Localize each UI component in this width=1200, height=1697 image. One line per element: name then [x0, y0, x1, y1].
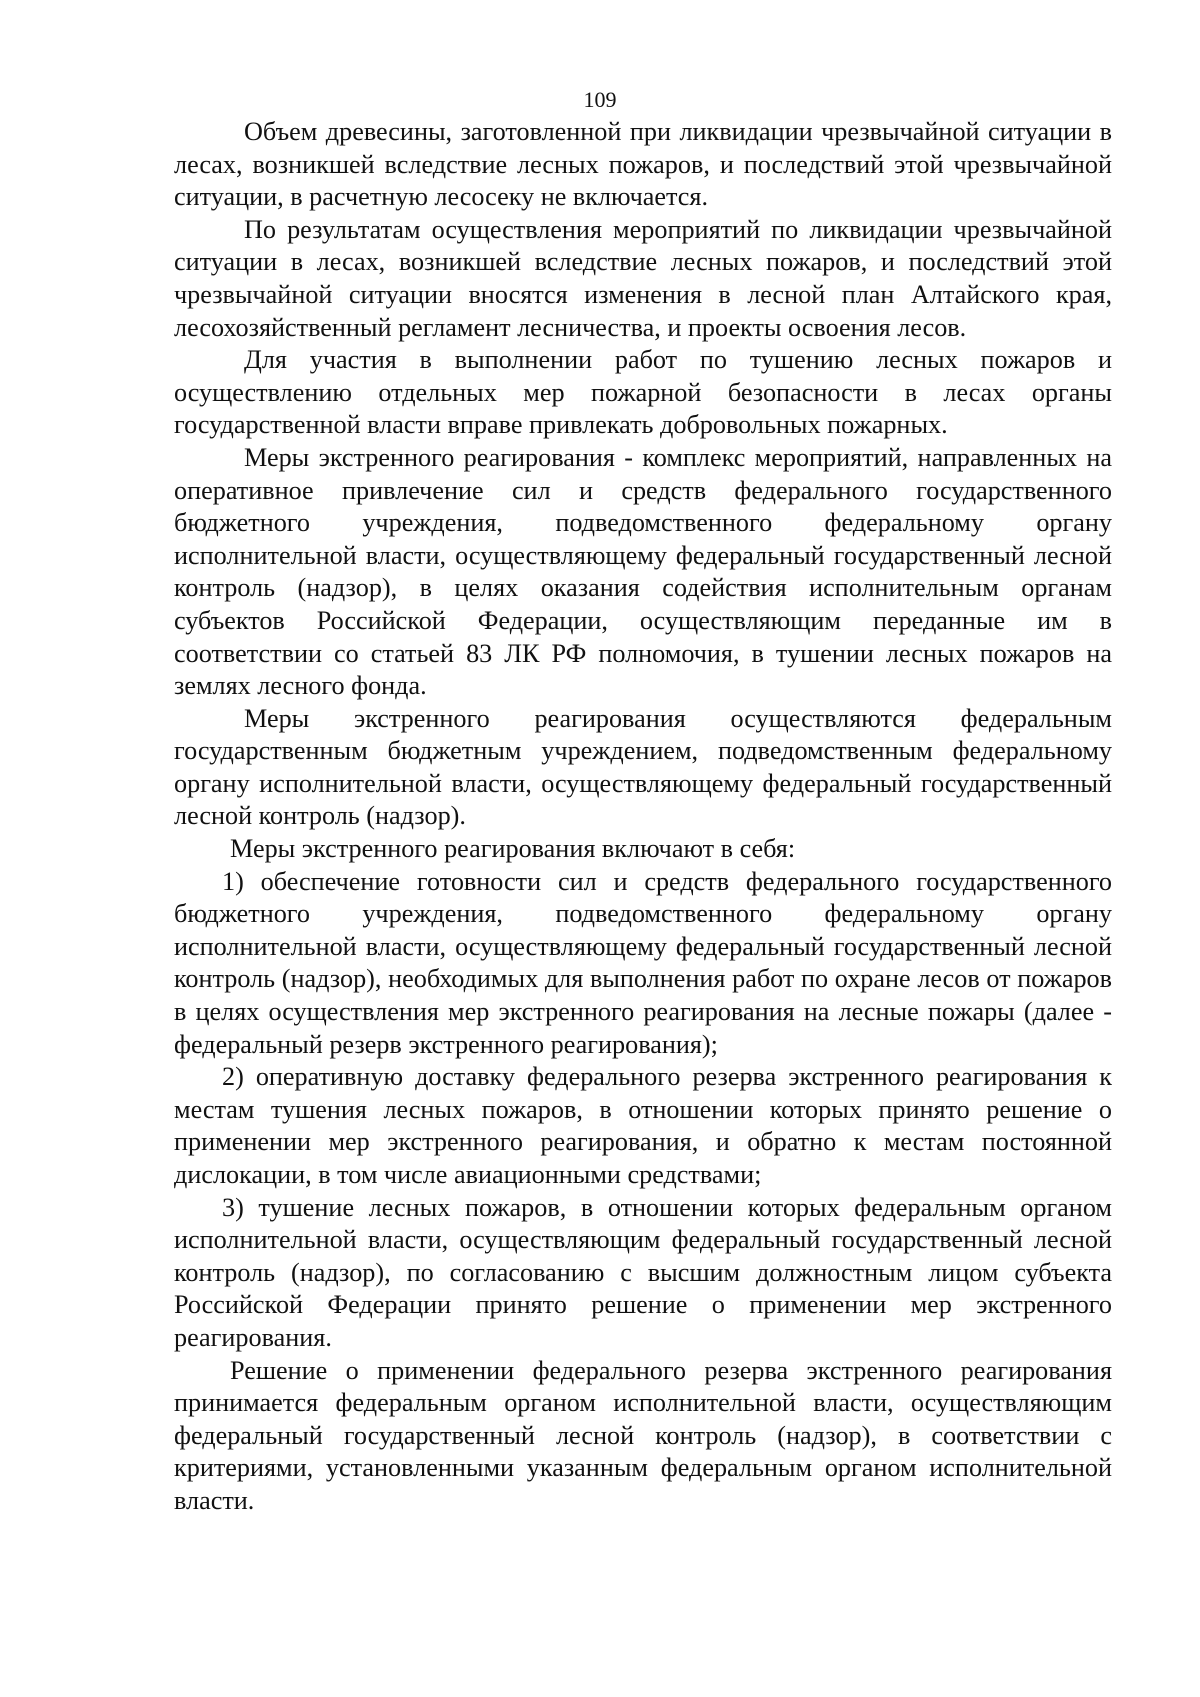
- list-item-3: 3) тушение лесных пожаров, в отношении которых федеральным органом исполнительной власти, осуществляющим федеральный государственный лесной контроль (надзор), по согласованию с высшим должностным лицом субъекта Российской Федерации принято решение о применении мер экстренного реагирования.: [174, 1192, 1112, 1352]
- paragraph-plan-changes: По результатам осуществления мероприятий по ликвидации чрезвычайной ситуации в лесах, возникшей вследствие лесных пожаров, и последствий этой чрезвычайной ситуации вносятся изменения в лесной план Алтайского края, лесохозяйственный регламент лесничества, и проекты освоения лесов.: [174, 214, 1112, 342]
- paragraph-timber-volume: Объем древесины, заготовленной при ликвидации чрезвычайной ситуации в лесах, возникшей вследствие лесных пожаров, и последствий этой чрезвычайной ситуации, в расчетную лесосеку не включается.: [174, 117, 1112, 212]
- list-item-1: 1) обеспечение готовности сил и средств федерального государственного бюджетного учреждения, подведомственного федеральному органу исполнительной власти, осуществляющему федеральный государственный лесной контроль (надзор), необходимых для выполнения работ по охране лесов от пожаров в целях осуществления мер экстренного реагирования на лесные пожары (далее - федеральный резерв экстренного реагирования);: [174, 866, 1112, 1059]
- paragraph-emergency-measures-definition: Меры экстренного реагирования - комплекс мероприятий, направленных на оперативное привлечение сил и средств федерального государственного бюджетного учреждения, подведомственного федеральному органу исполнительной власти, осуществляющему федеральный государственный лесной контроль (надзор), в целях оказания содействия исполнительным органам субъектов Российской Федерации, осуществляющим переданные им в соответствии со статьей 83 ЛК РФ полномочия, в тушении лесных пожаров на землях лесного фонда.: [174, 442, 1112, 701]
- paragraph-reserve-decision: Решение о применении федерального резерва экстренного реагирования принимается федеральным органом исполнительной власти, осуществляющим федеральный государственный лесной контроль (надзор), в соответствии с критериями, установленными указанным федеральным органом исполнительной власти.: [174, 1355, 1112, 1515]
- paragraph-emergency-measures-list-intro: Меры экстренного реагирования включают в себя:: [230, 834, 796, 864]
- page-number: 109: [583, 87, 617, 112]
- document-body: [174, 116, 1112, 1518]
- paragraph-volunteers: Для участия в выполнении работ по тушению лесных пожаров и осуществлению отдельных мер пожарной безопасности в лесах органы государственной власти вправе привлекать добровольных пожарных.: [174, 345, 1112, 440]
- paragraph-emergency-measures-executor: Меры экстренного реагирования осуществляются федеральным государственным бюджетным учреждением, подведомственным федеральному органу исполнительной власти, осуществляющему федеральный государственный лесной контроль (надзор).: [174, 703, 1112, 831]
- list-item-2: 2) оперативную доставку федерального резерва экстренного реагирования к местам тушения лесных пожаров, в отношении которых принято решение о применении мер экстренного реагирования, и обратно к местам постоянной дислокации, в том числе авиационными средствами;: [174, 1062, 1112, 1189]
